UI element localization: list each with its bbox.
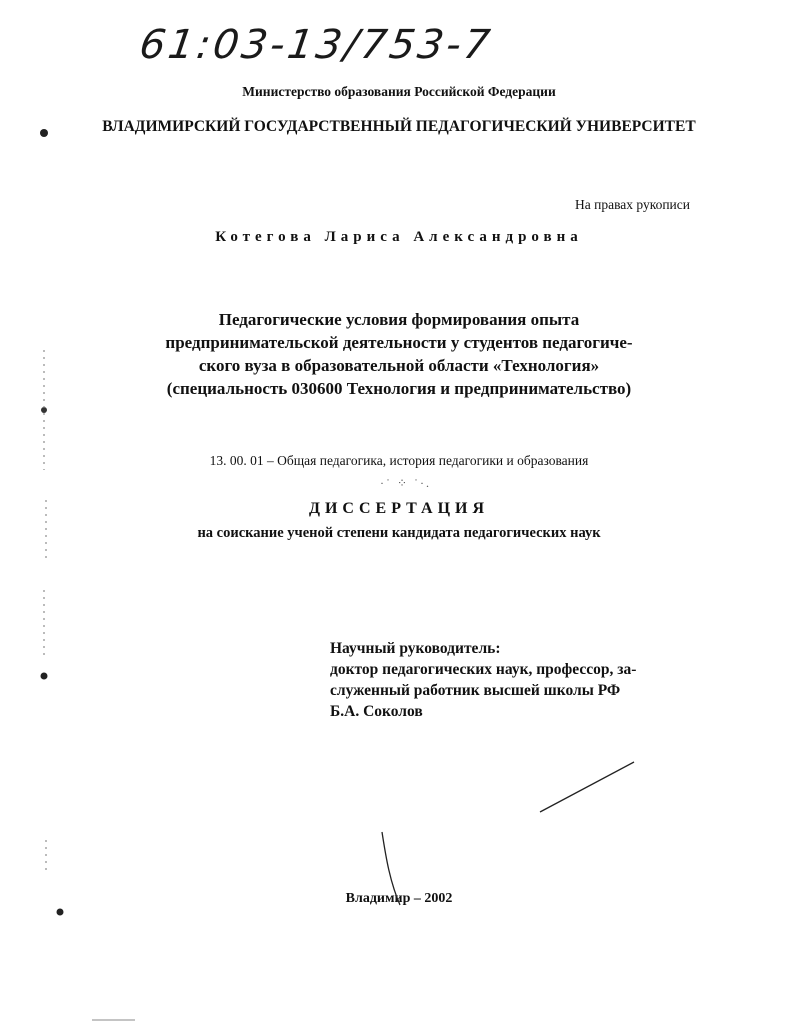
place-year: Владимир – 2002 <box>345 891 453 906</box>
signature-stroke <box>382 832 400 905</box>
author-name: Котегова Лариса Александровна <box>215 229 583 245</box>
manuscript-note: На правах рукописи <box>574 197 690 212</box>
specialty-code: 13. 00. 01 – Общая педагогика, история педагогики и образования <box>209 453 589 468</box>
supervisor-line: служенный работник высшей школы РФ <box>330 682 621 699</box>
supervisor-heading: Научный руководитель: <box>330 640 501 657</box>
binding-hole <box>40 129 48 137</box>
signature-stroke <box>540 762 634 812</box>
supervisor-line: доктор педагогических наук, профессор, за- <box>330 661 637 678</box>
degree-line: на соискание ученой степени кандидата педагогических наук <box>197 525 601 541</box>
title-line: предпринимательской деятельности у студентов педагогиче- <box>165 333 633 352</box>
stamp-smudge: ·˙ ⁘ ˙·. <box>380 476 432 490</box>
margin-noise <box>44 350 46 870</box>
handwritten-archive-number: 61:03-13/753-7 <box>136 22 496 68</box>
binding-hole <box>41 673 48 680</box>
supervisor-line: Б.А. Соколов <box>330 703 423 720</box>
document-type: ДИССЕРТАЦИЯ <box>308 500 490 517</box>
university-name: ВЛАДИМИРСКИЙ ГОСУДАРСТВЕННЫЙ ПЕДАГОГИЧЕСКИЙ УНИВЕРСИТЕТ <box>102 118 696 135</box>
binding-hole <box>57 909 64 916</box>
title-line: Педагогические условия формирования опыта <box>218 310 580 329</box>
ministry-name: Министерство образования Российской Федерации <box>242 84 556 99</box>
title-line: (специальность 030600 Технология и предпринимательство) <box>166 379 632 398</box>
title-line: ского вуза в образовательной области «Технология» <box>198 356 600 375</box>
